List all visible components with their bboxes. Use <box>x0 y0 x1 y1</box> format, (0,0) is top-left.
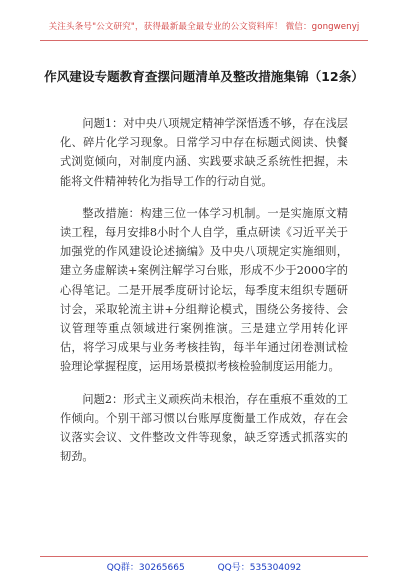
paragraph-measures-1: 整改措施：构建三位一体学习机制。一是实施原文精读工程，每月安排8小时个人自学，重点研读《习近平关于加强党的作风建设论述摘编》及中央八项规定实施细则，建立务虚解读+案例注解学习台账，形成不少于2000字的心得笔记。二是开展季度研讨论坛，每季度末组织专题研讨会，采取轮流主讲+分组辩论模式，围绕公务接待、会议管理等重点领域进行案例推演。三是建立学用转化评估，将学习成果与业务考核挂钩，每半年通过闭卷测试检验理论掌握程度，运用场景模拟考核检验制度运用能力。 <box>60 206 348 374</box>
footer-contact <box>0 560 408 573</box>
footer-qq-number: QQ号：535304092 <box>217 563 302 573</box>
document-body <box>60 114 348 479</box>
paragraph-problem-2: 问题2：形式主义顽疾尚未根治，存在重痕不重效的工作倾向。个别干部习惯以台账厚度衡量工作成效，存在会议落实会议、文件整改文件等现象，缺乏穿透式抓落实的韧劲。 <box>60 392 348 464</box>
document-title: 作风建设专题教育查摆问题清单及整改措施集锦（12条） <box>44 69 364 84</box>
footer-divider <box>40 556 368 557</box>
header-divider <box>40 40 368 41</box>
footer-qq-group: QQ群：30265665 <box>106 563 185 573</box>
paragraph-problem-1: 问题1：对中央八项规定精神学深悟透不够，存在浅层化、碎片化学习现象。日常学习中存在标题式阅读、快餐式浏览倾向，对制度内涵、实践要求缺乏系统性把握，未能将文件精神转化为指导工作的行动自觉。 <box>60 117 348 188</box>
header-promo-note: 关注头条号"公文研究"，获得最新最全最专业的公文资料库！ 微信：gongwenyj <box>48 22 360 32</box>
